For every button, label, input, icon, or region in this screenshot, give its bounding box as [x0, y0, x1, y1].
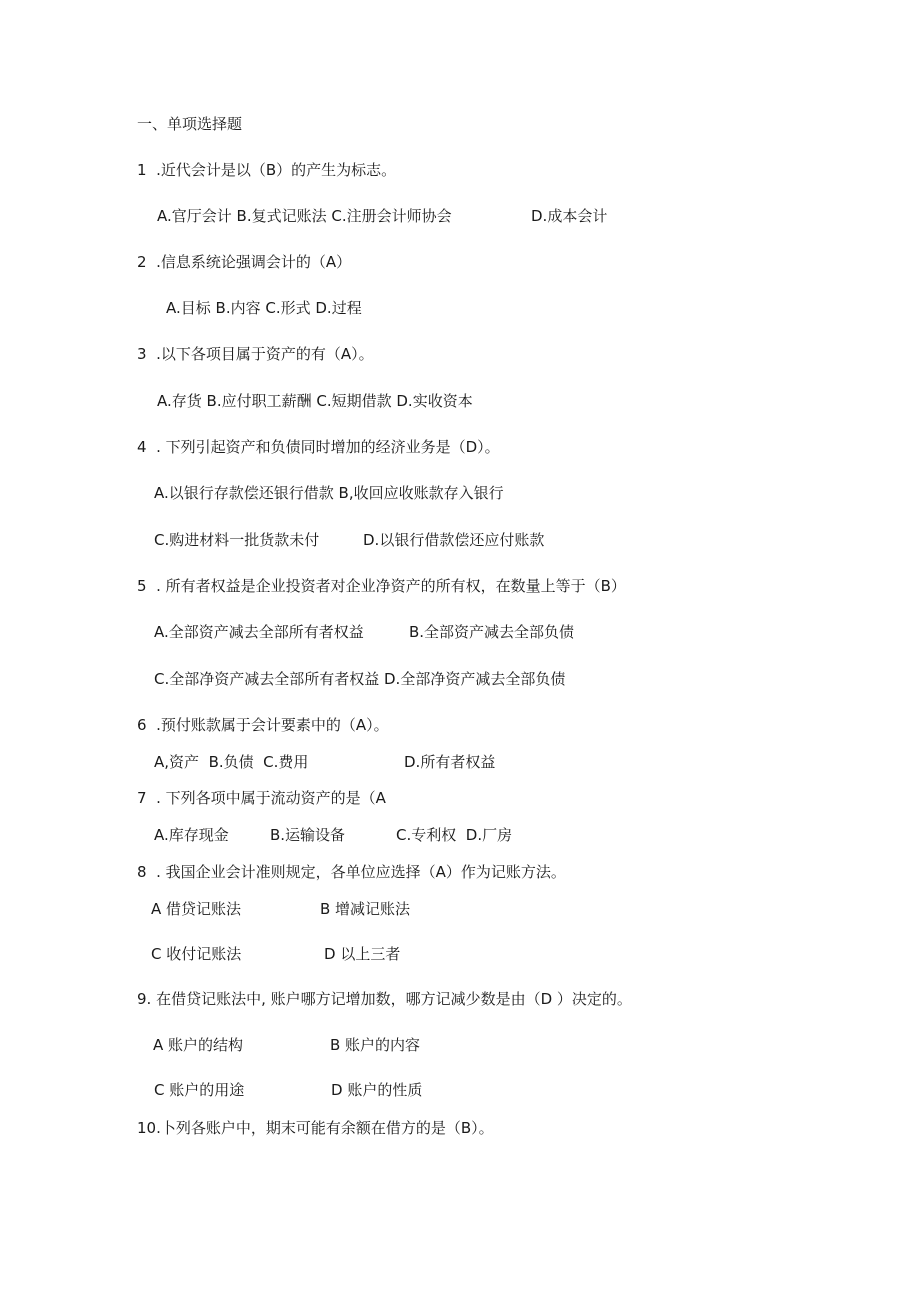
- question-9: 9. 在借贷记账法中, 账户哪方记增加数，哪方记减少数是由（D ）决定的。: [137, 990, 632, 1008]
- question-2: 2 .信息系统论强调会计的（A）: [137, 253, 352, 271]
- question-8-option-d: D 以上三者: [324, 945, 401, 963]
- question-10: 10.卜列各账户中，期末可能有余额在借方的是（B）。: [137, 1119, 494, 1137]
- question-2-options: A.目标 B.内容 C.形式 D.过程: [166, 299, 362, 317]
- question-1-option-d: D.成本会计: [531, 207, 608, 225]
- question-9-option-a: A 账户的结构: [153, 1036, 244, 1054]
- question-9-option-b: B 账户的内容: [330, 1036, 421, 1054]
- question-1-options: A.官厅会计 B.复式记账法 C.注册会计师协会: [157, 207, 452, 225]
- question-9-option-c: C 账户的用途: [154, 1081, 245, 1099]
- question-5-option-a: A.全部资产减去全部所有者权益: [154, 623, 364, 641]
- question-6: 6 .预付账款属于会计要素中的（A）。: [137, 716, 389, 734]
- question-3-options: A.存货 B.应付职工薪酬 C.短期借款 D.实收资本: [157, 392, 473, 410]
- question-8: 8 . 我国企业会计准则规定，各单位应选择（A）作为记账方法。: [137, 863, 566, 881]
- question-7: 7 . 下列各项中属于流动资产的是（A: [137, 789, 386, 807]
- question-5: 5 . 所有者权益是企业投资者对企业净资产的所有权，在数量上等于（B）: [137, 577, 626, 595]
- question-6-options-abc: A,资产 B.负债 C.费用: [154, 753, 309, 771]
- question-8-option-a: A 借贷记账法: [151, 900, 242, 918]
- section-title: 一、单项选择题: [137, 115, 243, 133]
- question-8-option-b: B 增减记账法: [320, 900, 411, 918]
- question-5-options-cd: C.全部净资产减去全部所有者权益 D.全部净资产减去全部负债: [154, 670, 566, 688]
- question-7-options-cd: C.专利权 D.厂房: [396, 826, 513, 844]
- question-9-option-d: D 账户的性质: [331, 1081, 423, 1099]
- question-3: 3 .以下各项目属于资产的有（A）。: [137, 345, 374, 363]
- question-8-option-c: C 收付记账法: [151, 945, 242, 963]
- question-4-option-d: D.以银行借款偿还应付账款: [363, 531, 545, 549]
- question-4-option-c: C.购进材料一批货款未付: [154, 531, 320, 549]
- question-7-option-b: B.运输设备: [270, 826, 346, 844]
- question-1: 1 .近代会计是以（B）的产生为标志。: [137, 161, 397, 179]
- question-4: 4 . 下列引起资产和负债同时增加的经济业务是（D）。: [137, 438, 500, 456]
- question-4-options-ab: A.以银行存款偿还银行借款 B,收回应收账款存入银行: [154, 484, 504, 502]
- question-7-option-a: A.库存现金: [154, 826, 229, 844]
- question-5-option-b: B.全部资产减去全部负债: [409, 623, 575, 641]
- question-6-option-d: D.所有者权益: [404, 753, 496, 771]
